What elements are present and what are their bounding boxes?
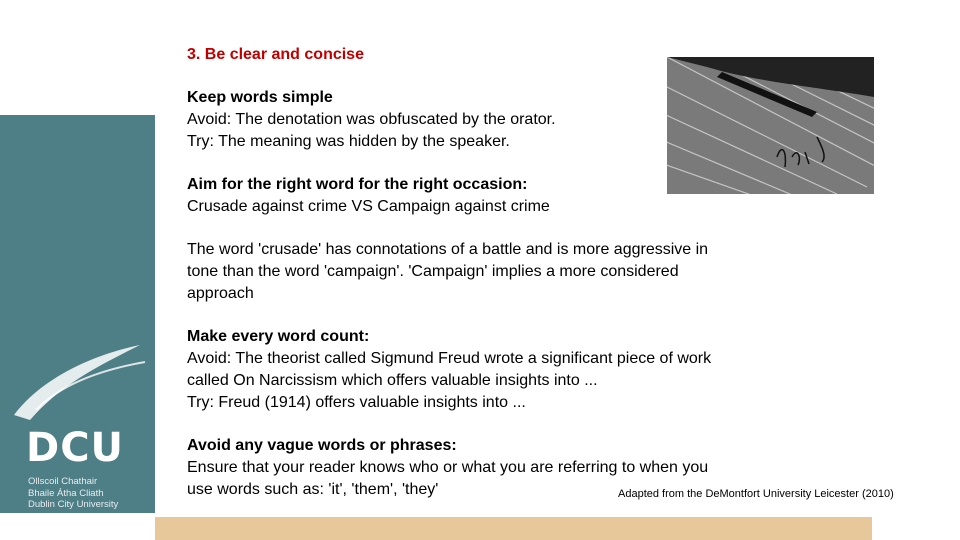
section-title: Aim for the right word for the right occasion: — [187, 176, 528, 193]
section-line: Avoid: The denotation was obfuscated by the orator. — [187, 111, 556, 128]
section-title: Keep words simple — [187, 89, 333, 106]
section-line: Ensure that your reader knows who or what you are referring to when you — [187, 459, 709, 476]
section-line: Avoid: The theorist called Sigmund Freud wrote a significant piece of work — [187, 350, 712, 367]
source-credit: Adapted from the DeMontfort University Leicester (2010) — [618, 488, 894, 500]
logo-line-irish-1: Ollscoil Chathair — [28, 476, 98, 487]
section-title: Avoid any vague words or phrases: — [187, 437, 457, 454]
section-line: tone than the word 'campaign'. 'Campaign' implies a more considered — [187, 263, 679, 280]
section-line: Try: Freud (1914) offers valuable insights into ... — [187, 394, 526, 411]
slide-heading: 3. Be clear and concise — [187, 46, 364, 63]
logo-line-irish-2: Bhaile Átha Cliath — [28, 488, 104, 499]
section-line: approach — [187, 285, 254, 302]
slide-content — [187, 44, 787, 501]
section-line: Crusade against crime VS Campaign against crime — [187, 198, 550, 215]
section-line: Try: The meaning was hidden by the speaker. — [187, 133, 510, 150]
bottom-accent-bar — [155, 517, 872, 540]
logo-line-english: Dublin City University — [28, 499, 119, 510]
section-line: The word 'crusade' has connotations of a battle and is more aggressive in — [187, 241, 709, 258]
dcu-logo: DCU — [26, 425, 125, 471]
section-title: Make every word count: — [187, 328, 370, 345]
section-line: called On Narcissism which offers valuable insights into ... — [187, 372, 598, 389]
section-line: use words such as: 'it', 'them', 'they' — [187, 481, 439, 498]
